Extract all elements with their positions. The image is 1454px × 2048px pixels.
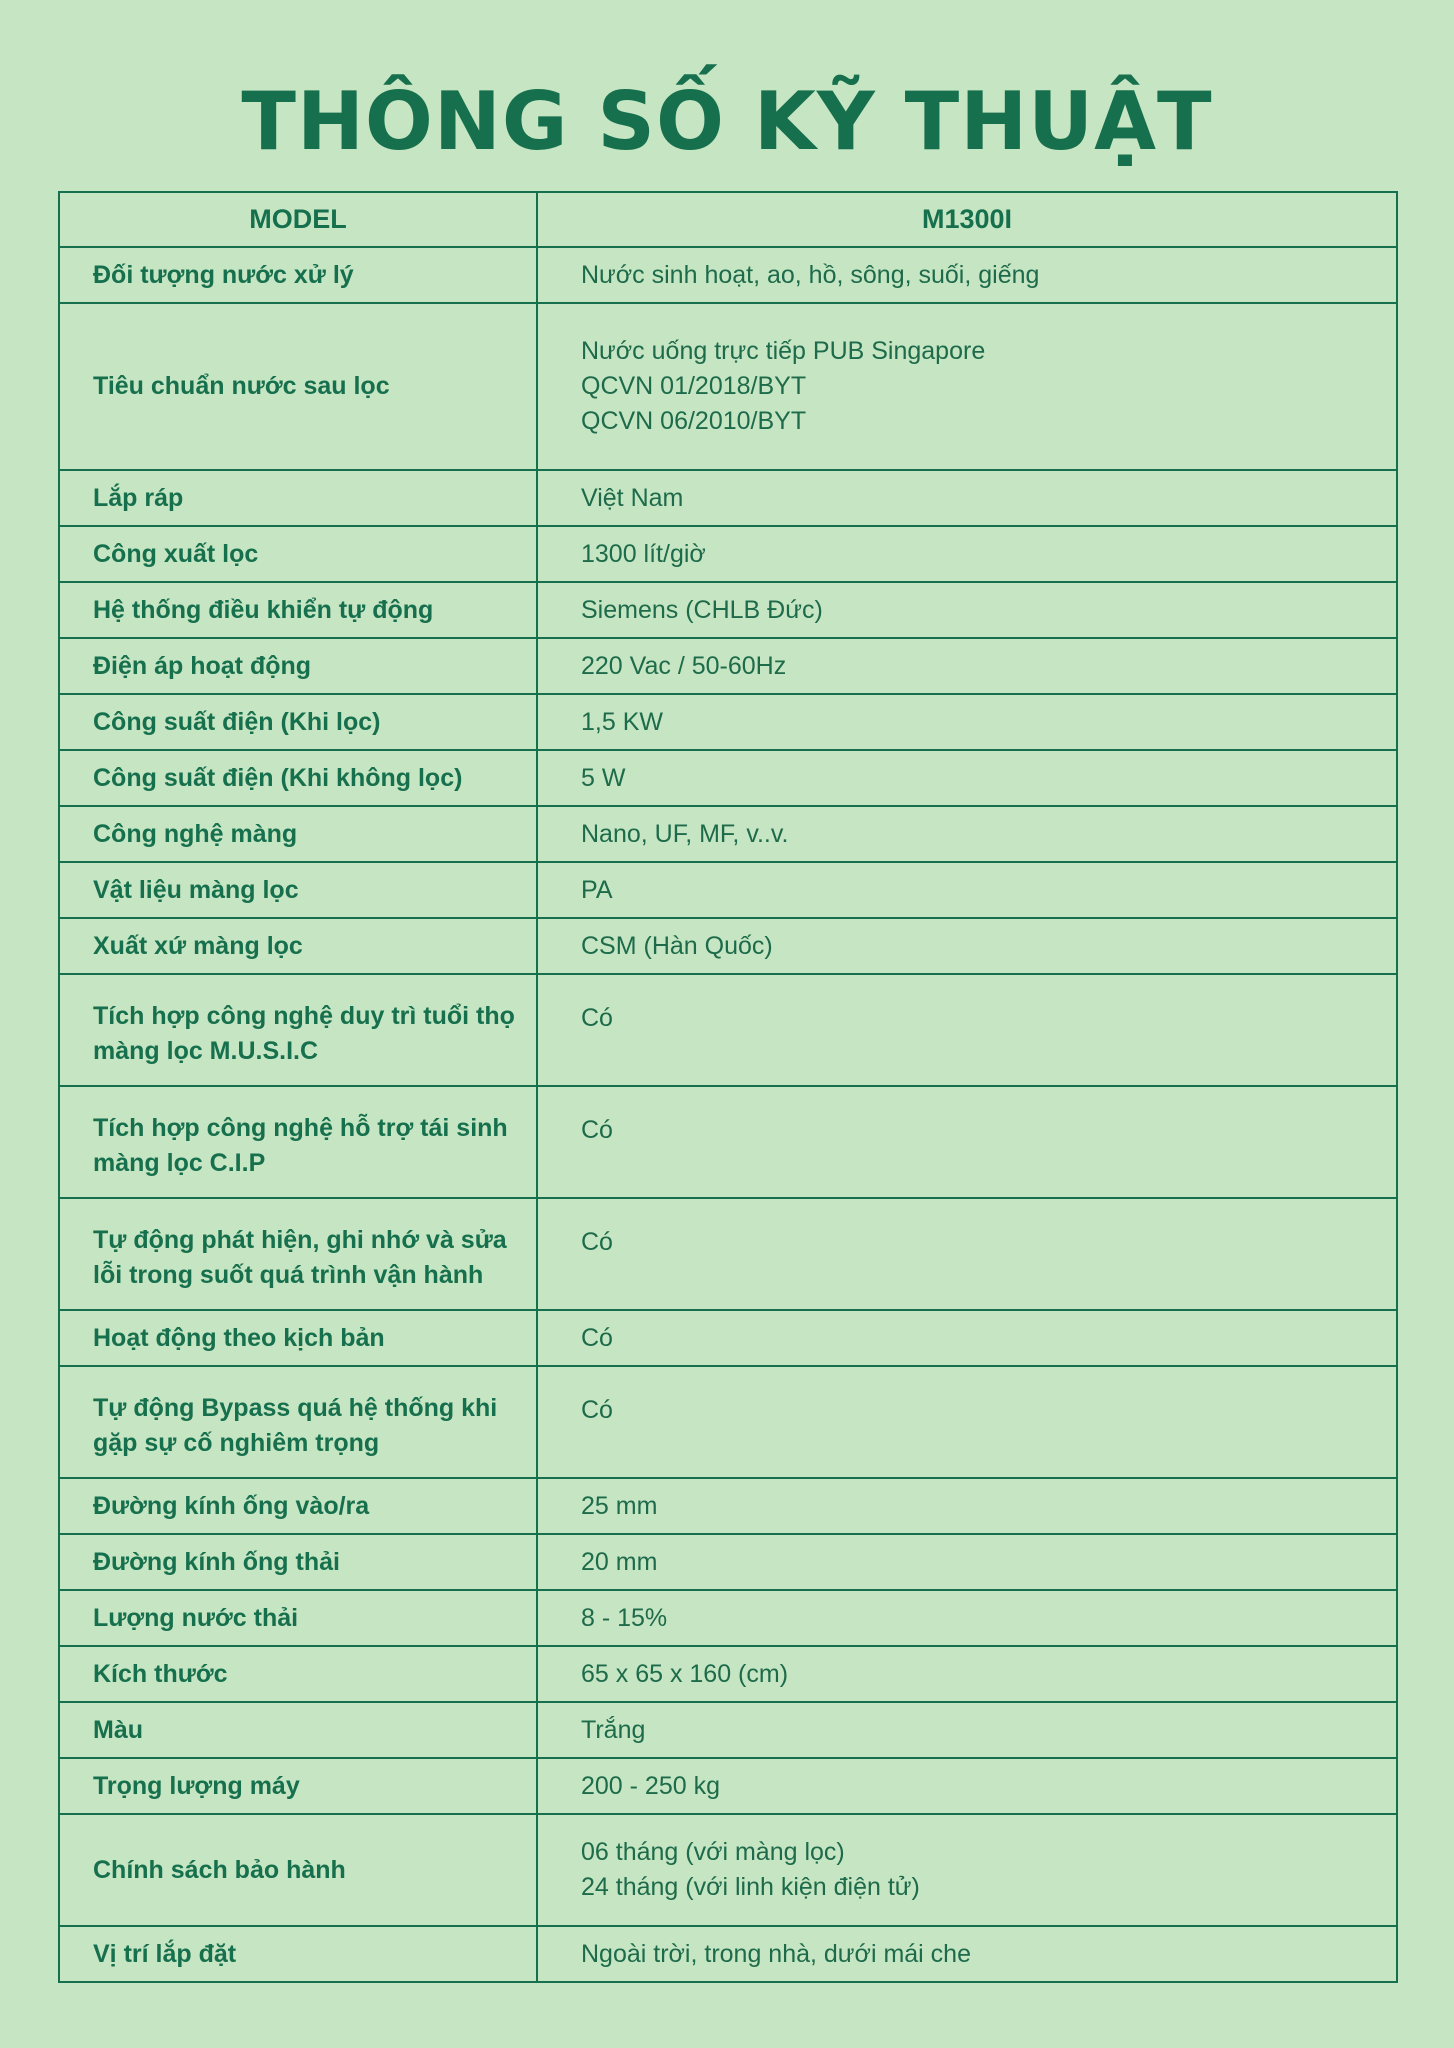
row-value: Có [537, 1086, 1397, 1198]
row-value: 65 x 65 x 160 (cm) [537, 1646, 1397, 1702]
row-value: 1,5 KW [537, 694, 1397, 750]
row-value-line: Nước uống trực tiếp PUB Singapore [581, 337, 986, 365]
row-value [537, 303, 1397, 470]
table-row [59, 1534, 1397, 1590]
row-label: Công nghệ màng [59, 806, 537, 862]
row-value: Có [537, 1366, 1397, 1478]
row-value: Nano, UF, MF, v..v. [537, 806, 1397, 862]
header-model-label: MODEL [59, 192, 537, 247]
row-value: Nước sinh hoạt, ao, hồ, sông, suối, giếng [537, 247, 1397, 303]
row-value: 20 mm [537, 1534, 1397, 1590]
row-value: Có [537, 1198, 1397, 1310]
row-label: Xuất xứ màng lọc [59, 918, 537, 974]
table-row [59, 1198, 1397, 1310]
table-row [59, 1814, 1397, 1926]
row-label: Kích thước [59, 1646, 537, 1702]
table-row [59, 1478, 1397, 1534]
row-value: Có [537, 974, 1397, 1086]
table-row [59, 247, 1397, 303]
row-value: Có [537, 1310, 1397, 1366]
table-row [59, 1926, 1397, 1982]
row-label: Đường kính ống vào/ra [59, 1478, 537, 1534]
table-row [59, 1086, 1397, 1198]
row-label: Công suất điện (Khi lọc) [59, 694, 537, 750]
row-label: Đường kính ống thải [59, 1534, 537, 1590]
row-label: Chính sách bảo hành [59, 1814, 537, 1926]
row-label: Hệ thống điều khiển tự động [59, 582, 537, 638]
row-label [59, 1366, 537, 1478]
row-label [59, 1198, 537, 1310]
row-label: Điện áp hoạt động [59, 638, 537, 694]
row-value: 25 mm [537, 1478, 1397, 1534]
row-label: Đối tượng nước xử lý [59, 247, 537, 303]
row-label-line: Tự động Bypass quá hệ thống khi [93, 1394, 498, 1422]
row-value: Trắng [537, 1702, 1397, 1758]
row-value: 8 - 15% [537, 1590, 1397, 1646]
row-label: Lắp ráp [59, 470, 537, 526]
table-row [59, 974, 1397, 1086]
row-label-line: Tự động phát hiện, ghi nhớ và sửa [93, 1226, 507, 1254]
table-header-row [59, 192, 1397, 247]
row-value: 1300 lít/giờ [537, 526, 1397, 582]
table-row [59, 638, 1397, 694]
row-value: Ngoài trời, trong nhà, dưới mái che [537, 1926, 1397, 1982]
row-value: 220 Vac / 50-60Hz [537, 638, 1397, 694]
row-value: Việt Nam [537, 470, 1397, 526]
row-value-line: QCVN 01/2018/BYT [581, 372, 807, 400]
row-label [59, 974, 537, 1086]
row-label-line: gặp sự cố nghiêm trọng [93, 1429, 380, 1457]
row-value: 200 - 250 kg [537, 1758, 1397, 1814]
row-label: Lượng nước thải [59, 1590, 537, 1646]
row-label: Công xuất lọc [59, 526, 537, 582]
table-row [59, 526, 1397, 582]
table-row [59, 1590, 1397, 1646]
table-row [59, 862, 1397, 918]
row-label-line: màng lọc C.I.P [93, 1149, 266, 1177]
row-value-line: QCVN 06/2010/BYT [581, 407, 807, 435]
table-row [59, 1702, 1397, 1758]
row-label: Công suất điện (Khi không lọc) [59, 750, 537, 806]
table-row [59, 750, 1397, 806]
row-label-line: lỗi trong suốt quá trình vận hành [93, 1261, 484, 1289]
row-label: Màu [59, 1702, 537, 1758]
table-row [59, 1758, 1397, 1814]
spec-table [58, 191, 1398, 1983]
row-label-line: Tích hợp công nghệ duy trì tuổi thọ [93, 1002, 515, 1030]
row-value-line: 24 tháng (với linh kiện điện tử) [581, 1873, 920, 1901]
row-label-line: Tích hợp công nghệ hỗ trợ tái sinh [93, 1114, 508, 1142]
table-row [59, 1646, 1397, 1702]
table-row [59, 694, 1397, 750]
row-value-line: 06 tháng (với màng lọc) [581, 1838, 845, 1866]
table-row [59, 918, 1397, 974]
row-label-line: màng lọc M.U.S.I.C [93, 1037, 319, 1065]
row-value: 5 W [537, 750, 1397, 806]
table-row [59, 806, 1397, 862]
row-label [59, 1086, 537, 1198]
table-row [59, 1310, 1397, 1366]
page-title: THÔNG SỐ KỸ THUẬT [241, 75, 1213, 168]
table-row [59, 470, 1397, 526]
row-label: Trọng lượng máy [59, 1758, 537, 1814]
row-value: PA [537, 862, 1397, 918]
row-label: Hoạt động theo kịch bản [59, 1310, 537, 1366]
row-label: Vật liệu màng lọc [59, 862, 537, 918]
table-row [59, 303, 1397, 470]
row-label: Tiêu chuẩn nước sau lọc [59, 303, 537, 470]
row-value [537, 1814, 1397, 1926]
row-label: Vị trí lắp đặt [59, 1926, 537, 1982]
header-model-value: M1300I [537, 192, 1397, 247]
table-row [59, 1366, 1397, 1478]
row-value: Siemens (CHLB Đức) [537, 582, 1397, 638]
row-value: CSM (Hàn Quốc) [537, 918, 1397, 974]
table-row [59, 582, 1397, 638]
